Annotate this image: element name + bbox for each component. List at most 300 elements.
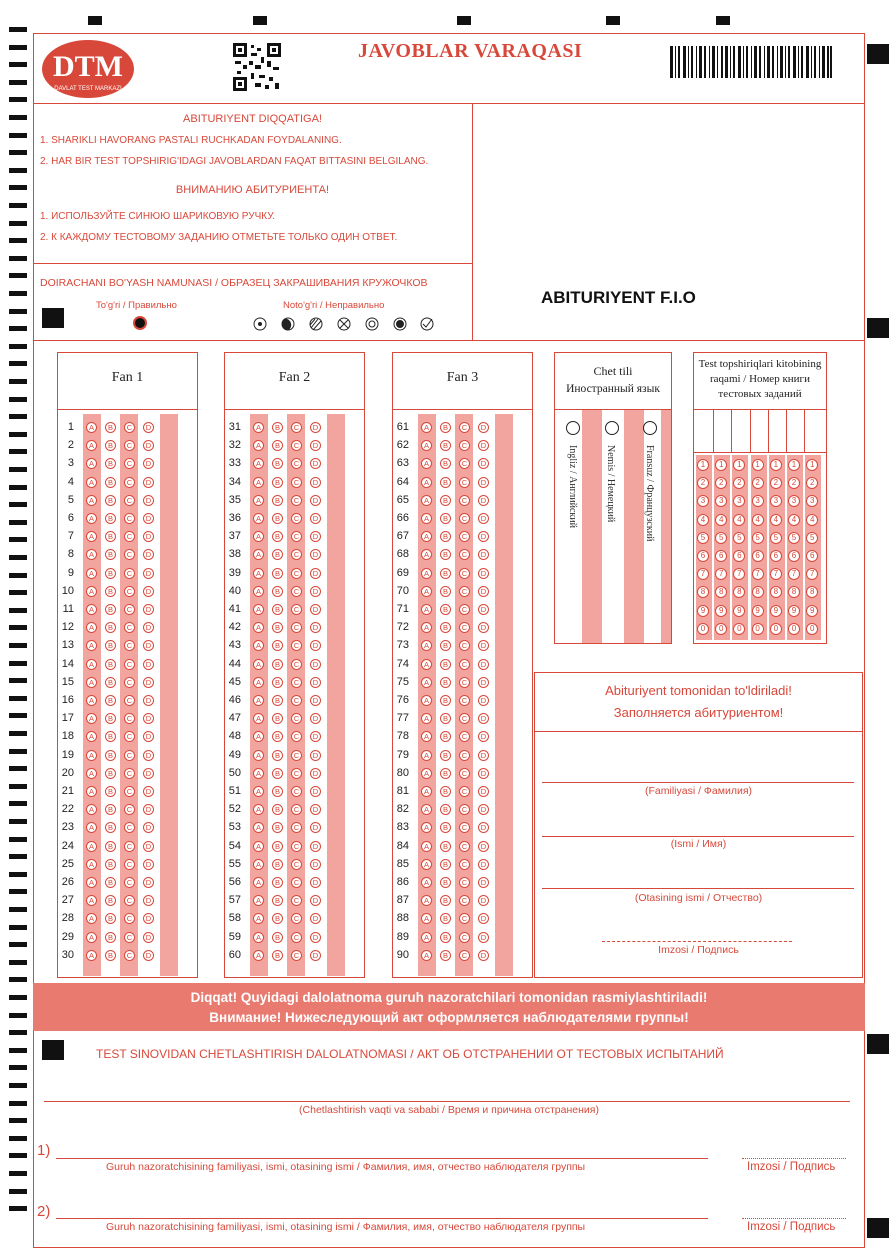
answer-bubble-b[interactable]: B: [440, 913, 451, 924]
book-digit-bubble[interactable]: 5: [715, 532, 727, 544]
book-digit-bubble[interactable]: 6: [715, 550, 727, 562]
answer-bubble-b[interactable]: B: [440, 495, 451, 506]
answer-bubble-b[interactable]: B: [440, 622, 451, 633]
answer-bubble-c[interactable]: C: [459, 458, 470, 469]
answer-bubble-b[interactable]: B: [105, 804, 116, 815]
answer-bubble-d[interactable]: D: [478, 804, 489, 815]
answer-bubble-d[interactable]: D: [310, 877, 321, 888]
answer-bubble-c[interactable]: C: [459, 713, 470, 724]
answer-bubble-a[interactable]: A: [421, 768, 432, 779]
answer-bubble-a[interactable]: A: [86, 841, 97, 852]
answer-bubble-b[interactable]: B: [272, 768, 283, 779]
answer-bubble-d[interactable]: D: [143, 695, 154, 706]
answer-bubble-d[interactable]: D: [478, 604, 489, 615]
answer-bubble-b[interactable]: B: [272, 495, 283, 506]
answer-bubble-d[interactable]: D: [143, 822, 154, 833]
answer-bubble-b[interactable]: B: [440, 568, 451, 579]
answer-bubble-d[interactable]: D: [310, 531, 321, 542]
answer-bubble-c[interactable]: C: [459, 913, 470, 924]
answer-bubble-c[interactable]: C: [291, 495, 302, 506]
answer-bubble-b[interactable]: B: [440, 713, 451, 724]
answer-bubble-c[interactable]: C: [291, 731, 302, 742]
answer-bubble-b[interactable]: B: [272, 841, 283, 852]
book-digit-bubble[interactable]: 3: [697, 495, 709, 507]
answer-bubble-a[interactable]: A: [253, 495, 264, 506]
answer-bubble-c[interactable]: C: [459, 895, 470, 906]
answer-bubble-a[interactable]: A: [253, 768, 264, 779]
answer-bubble-b[interactable]: B: [105, 859, 116, 870]
answer-bubble-a[interactable]: A: [253, 913, 264, 924]
answer-bubble-b[interactable]: B: [272, 422, 283, 433]
answer-bubble-d[interactable]: D: [143, 859, 154, 870]
answer-bubble-b[interactable]: B: [440, 768, 451, 779]
answer-bubble-c[interactable]: C: [459, 859, 470, 870]
answer-bubble-a[interactable]: A: [253, 604, 264, 615]
book-digit-bubble[interactable]: 1: [752, 459, 764, 471]
answer-bubble-d[interactable]: D: [143, 713, 154, 724]
answer-bubble-b[interactable]: B: [105, 659, 116, 670]
answer-bubble-a[interactable]: A: [86, 750, 97, 761]
answer-bubble-b[interactable]: B: [105, 568, 116, 579]
answer-bubble-c[interactable]: C: [291, 932, 302, 943]
answer-bubble-a[interactable]: A: [253, 695, 264, 706]
book-digit-bubble[interactable]: 3: [806, 495, 818, 507]
answer-bubble-d[interactable]: D: [310, 495, 321, 506]
answer-bubble-d[interactable]: D: [143, 495, 154, 506]
answer-bubble-c[interactable]: C: [459, 495, 470, 506]
answer-bubble-b[interactable]: B: [440, 422, 451, 433]
answer-bubble-d[interactable]: D: [478, 731, 489, 742]
answer-bubble-b[interactable]: B: [105, 495, 116, 506]
answer-bubble-b[interactable]: B: [105, 440, 116, 451]
answer-bubble-b[interactable]: B: [272, 877, 283, 888]
answer-bubble-b[interactable]: B: [440, 549, 451, 560]
book-digit-bubble[interactable]: 5: [770, 532, 782, 544]
answer-bubble-b[interactable]: B: [272, 822, 283, 833]
answer-bubble-a[interactable]: A: [421, 713, 432, 724]
answer-bubble-a[interactable]: A: [253, 586, 264, 597]
answer-bubble-d[interactable]: D: [478, 950, 489, 961]
answer-bubble-a[interactable]: A: [421, 877, 432, 888]
answer-bubble-b[interactable]: B: [105, 750, 116, 761]
answer-bubble-a[interactable]: A: [86, 477, 97, 488]
answer-bubble-d[interactable]: D: [310, 895, 321, 906]
answer-bubble-d[interactable]: D: [310, 549, 321, 560]
answer-bubble-b[interactable]: B: [272, 531, 283, 542]
answer-bubble-d[interactable]: D: [310, 932, 321, 943]
book-digit-bubble[interactable]: 2: [806, 477, 818, 489]
answer-bubble-c[interactable]: C: [459, 841, 470, 852]
answer-bubble-a[interactable]: A: [253, 659, 264, 670]
answer-bubble-c[interactable]: C: [124, 458, 135, 469]
answer-bubble-a[interactable]: A: [86, 604, 97, 615]
book-digit-bubble[interactable]: 6: [733, 550, 745, 562]
answer-bubble-c[interactable]: C: [124, 804, 135, 815]
answer-bubble-a[interactable]: A: [86, 677, 97, 688]
answer-bubble-c[interactable]: C: [291, 841, 302, 852]
answer-bubble-a[interactable]: A: [421, 513, 432, 524]
foreign-option-bubble[interactable]: [605, 421, 619, 435]
answer-bubble-d[interactable]: D: [143, 513, 154, 524]
answer-bubble-d[interactable]: D: [478, 750, 489, 761]
answer-bubble-b[interactable]: B: [105, 768, 116, 779]
book-digit-bubble[interactable]: 9: [752, 605, 764, 617]
answer-bubble-a[interactable]: A: [86, 731, 97, 742]
book-digit-bubble[interactable]: 9: [715, 605, 727, 617]
book-digit-bubble[interactable]: 1: [733, 459, 745, 471]
answer-bubble-d[interactable]: D: [310, 768, 321, 779]
answer-bubble-d[interactable]: D: [310, 659, 321, 670]
answer-bubble-c[interactable]: C: [124, 786, 135, 797]
answer-bubble-a[interactable]: A: [253, 477, 264, 488]
answer-bubble-d[interactable]: D: [310, 695, 321, 706]
answer-bubble-d[interactable]: D: [478, 586, 489, 597]
answer-bubble-c[interactable]: C: [291, 531, 302, 542]
answer-bubble-a[interactable]: A: [253, 750, 264, 761]
answer-bubble-c[interactable]: C: [124, 513, 135, 524]
answer-bubble-c[interactable]: C: [291, 822, 302, 833]
book-digit-bubble[interactable]: 7: [752, 568, 764, 580]
answer-bubble-d[interactable]: D: [478, 859, 489, 870]
answer-bubble-c[interactable]: C: [291, 877, 302, 888]
answer-bubble-a[interactable]: A: [421, 895, 432, 906]
answer-bubble-d[interactable]: D: [310, 822, 321, 833]
answer-bubble-c[interactable]: C: [124, 822, 135, 833]
answer-bubble-d[interactable]: D: [310, 568, 321, 579]
answer-bubble-b[interactable]: B: [272, 859, 283, 870]
answer-bubble-a[interactable]: A: [86, 440, 97, 451]
answer-bubble-a[interactable]: A: [86, 859, 97, 870]
answer-bubble-c[interactable]: C: [291, 750, 302, 761]
answer-bubble-b[interactable]: B: [440, 440, 451, 451]
answer-bubble-a[interactable]: A: [421, 440, 432, 451]
book-digit-bubble[interactable]: 5: [733, 532, 745, 544]
answer-bubble-d[interactable]: D: [143, 731, 154, 742]
answer-bubble-d[interactable]: D: [478, 695, 489, 706]
answer-bubble-b[interactable]: B: [440, 604, 451, 615]
answer-bubble-b[interactable]: B: [272, 458, 283, 469]
book-digit-bubble[interactable]: 7: [806, 568, 818, 580]
answer-bubble-b[interactable]: B: [272, 622, 283, 633]
answer-bubble-c[interactable]: C: [459, 477, 470, 488]
answer-bubble-a[interactable]: A: [86, 586, 97, 597]
answer-bubble-c[interactable]: C: [459, 513, 470, 524]
book-digit-bubble[interactable]: 0: [715, 623, 727, 635]
book-digit-bubble[interactable]: 0: [733, 623, 745, 635]
book-digit-bubble[interactable]: 9: [770, 605, 782, 617]
answer-bubble-d[interactable]: D: [478, 458, 489, 469]
answer-bubble-d[interactable]: D: [478, 768, 489, 779]
answer-bubble-b[interactable]: B: [105, 477, 116, 488]
answer-bubble-a[interactable]: A: [421, 731, 432, 742]
answer-bubble-b[interactable]: B: [440, 458, 451, 469]
answer-bubble-a[interactable]: A: [86, 495, 97, 506]
answer-bubble-c[interactable]: C: [291, 913, 302, 924]
answer-bubble-c[interactable]: C: [291, 422, 302, 433]
answer-bubble-d[interactable]: D: [478, 549, 489, 560]
answer-bubble-a[interactable]: A: [421, 477, 432, 488]
answer-bubble-a[interactable]: A: [421, 604, 432, 615]
answer-bubble-c[interactable]: C: [124, 768, 135, 779]
book-digit-bubble[interactable]: 3: [788, 495, 800, 507]
answer-bubble-d[interactable]: D: [478, 622, 489, 633]
answer-bubble-b[interactable]: B: [440, 695, 451, 706]
answer-bubble-a[interactable]: A: [421, 640, 432, 651]
answer-bubble-d[interactable]: D: [310, 586, 321, 597]
answer-bubble-d[interactable]: D: [143, 440, 154, 451]
answer-bubble-c[interactable]: C: [459, 822, 470, 833]
book-digit-bubble[interactable]: 4: [697, 514, 709, 526]
answer-bubble-b[interactable]: B: [440, 950, 451, 961]
book-digit-bubble[interactable]: 8: [697, 586, 709, 598]
answer-bubble-d[interactable]: D: [310, 713, 321, 724]
book-digit-bubble[interactable]: 2: [752, 477, 764, 489]
answer-bubble-b[interactable]: B: [272, 568, 283, 579]
answer-bubble-a[interactable]: A: [86, 877, 97, 888]
answer-bubble-a[interactable]: A: [253, 877, 264, 888]
book-digit-bubble[interactable]: 8: [806, 586, 818, 598]
book-digit-bubble[interactable]: 3: [752, 495, 764, 507]
answer-bubble-b[interactable]: B: [272, 895, 283, 906]
answer-bubble-b[interactable]: B: [272, 659, 283, 670]
book-digit-bubble[interactable]: 9: [733, 605, 745, 617]
answer-bubble-c[interactable]: C: [459, 731, 470, 742]
book-digit-bubble[interactable]: 2: [770, 477, 782, 489]
book-digit-bubble[interactable]: 1: [770, 459, 782, 471]
answer-bubble-d[interactable]: D: [478, 422, 489, 433]
answer-bubble-a[interactable]: A: [421, 422, 432, 433]
answer-bubble-c[interactable]: C: [291, 586, 302, 597]
answer-bubble-b[interactable]: B: [105, 549, 116, 560]
answer-bubble-b[interactable]: B: [440, 659, 451, 670]
answer-bubble-c[interactable]: C: [124, 750, 135, 761]
answer-bubble-c[interactable]: C: [124, 531, 135, 542]
answer-bubble-b[interactable]: B: [272, 586, 283, 597]
answer-bubble-c[interactable]: C: [459, 531, 470, 542]
answer-bubble-a[interactable]: A: [86, 568, 97, 579]
answer-bubble-b[interactable]: B: [105, 513, 116, 524]
answer-bubble-a[interactable]: A: [421, 677, 432, 688]
answer-bubble-d[interactable]: D: [310, 913, 321, 924]
answer-bubble-a[interactable]: A: [421, 750, 432, 761]
answer-bubble-c[interactable]: C: [124, 440, 135, 451]
answer-bubble-c[interactable]: C: [291, 622, 302, 633]
answer-bubble-b[interactable]: B: [105, 622, 116, 633]
answer-bubble-d[interactable]: D: [143, 586, 154, 597]
answer-bubble-d[interactable]: D: [478, 841, 489, 852]
book-digit-bubble[interactable]: 6: [788, 550, 800, 562]
answer-bubble-d[interactable]: D: [310, 731, 321, 742]
answer-bubble-a[interactable]: A: [253, 531, 264, 542]
book-digit-bubble[interactable]: 7: [733, 568, 745, 580]
answer-bubble-d[interactable]: D: [143, 458, 154, 469]
answer-bubble-b[interactable]: B: [105, 531, 116, 542]
answer-bubble-d[interactable]: D: [143, 932, 154, 943]
answer-bubble-b[interactable]: B: [105, 458, 116, 469]
book-digit-bubble[interactable]: 5: [752, 532, 764, 544]
answer-bubble-b[interactable]: B: [105, 841, 116, 852]
answer-bubble-a[interactable]: A: [421, 913, 432, 924]
answer-bubble-d[interactable]: D: [143, 804, 154, 815]
answer-bubble-a[interactable]: A: [253, 713, 264, 724]
book-digit-bubble[interactable]: 6: [752, 550, 764, 562]
book-digit-bubble[interactable]: 5: [806, 532, 818, 544]
answer-bubble-b[interactable]: B: [272, 440, 283, 451]
answer-bubble-b[interactable]: B: [105, 713, 116, 724]
answer-bubble-d[interactable]: D: [143, 750, 154, 761]
answer-bubble-a[interactable]: A: [86, 804, 97, 815]
book-digit-bubble[interactable]: 8: [715, 586, 727, 598]
book-digit-bubble[interactable]: 2: [697, 477, 709, 489]
answer-bubble-d[interactable]: D: [143, 659, 154, 670]
book-digit-bubble[interactable]: 2: [715, 477, 727, 489]
answer-bubble-c[interactable]: C: [291, 713, 302, 724]
answer-bubble-d[interactable]: D: [478, 913, 489, 924]
answer-bubble-b[interactable]: B: [105, 895, 116, 906]
answer-bubble-d[interactable]: D: [478, 477, 489, 488]
answer-bubble-c[interactable]: C: [459, 877, 470, 888]
answer-bubble-a[interactable]: A: [421, 531, 432, 542]
answer-bubble-c[interactable]: C: [124, 549, 135, 560]
answer-bubble-a[interactable]: A: [421, 568, 432, 579]
book-digit-bubble[interactable]: 1: [697, 459, 709, 471]
answer-bubble-b[interactable]: B: [272, 513, 283, 524]
answer-bubble-d[interactable]: D: [310, 841, 321, 852]
answer-bubble-d[interactable]: D: [478, 822, 489, 833]
answer-bubble-b[interactable]: B: [105, 422, 116, 433]
answer-bubble-a[interactable]: A: [253, 458, 264, 469]
answer-bubble-c[interactable]: C: [124, 477, 135, 488]
answer-bubble-c[interactable]: C: [124, 895, 135, 906]
answer-bubble-a[interactable]: A: [253, 859, 264, 870]
book-digit-bubble[interactable]: 8: [788, 586, 800, 598]
answer-bubble-d[interactable]: D: [310, 622, 321, 633]
answer-bubble-c[interactable]: C: [291, 895, 302, 906]
answer-bubble-c[interactable]: C: [459, 804, 470, 815]
answer-bubble-d[interactable]: D: [143, 895, 154, 906]
answer-bubble-a[interactable]: A: [86, 713, 97, 724]
answer-bubble-b[interactable]: B: [440, 586, 451, 597]
answer-bubble-a[interactable]: A: [421, 841, 432, 852]
answer-bubble-d[interactable]: D: [478, 877, 489, 888]
reason-field[interactable]: [44, 1101, 850, 1102]
answer-bubble-b[interactable]: B: [105, 640, 116, 651]
book-digit-bubble[interactable]: 9: [788, 605, 800, 617]
answer-bubble-c[interactable]: C: [124, 877, 135, 888]
book-digit-bubble[interactable]: 7: [770, 568, 782, 580]
answer-bubble-c[interactable]: C: [459, 604, 470, 615]
answer-bubble-c[interactable]: C: [291, 604, 302, 615]
answer-bubble-a[interactable]: A: [86, 768, 97, 779]
book-digit-bubble[interactable]: 1: [806, 459, 818, 471]
answer-bubble-c[interactable]: C: [459, 640, 470, 651]
answer-bubble-c[interactable]: C: [291, 440, 302, 451]
answer-bubble-b[interactable]: B: [440, 731, 451, 742]
book-digit-bubble[interactable]: 5: [788, 532, 800, 544]
applicant-signature-field[interactable]: [602, 941, 792, 942]
answer-bubble-b[interactable]: B: [440, 859, 451, 870]
answer-bubble-c[interactable]: C: [124, 713, 135, 724]
answer-bubble-c[interactable]: C: [459, 932, 470, 943]
book-digit-bubble[interactable]: 0: [770, 623, 782, 635]
answer-bubble-c[interactable]: C: [124, 495, 135, 506]
answer-bubble-c[interactable]: C: [291, 950, 302, 961]
answer-bubble-a[interactable]: A: [253, 731, 264, 742]
answer-bubble-a[interactable]: A: [253, 895, 264, 906]
answer-bubble-d[interactable]: D: [310, 440, 321, 451]
book-digit-bubble[interactable]: 0: [752, 623, 764, 635]
book-digit-bubble[interactable]: 0: [806, 623, 818, 635]
book-digit-bubble[interactable]: 3: [733, 495, 745, 507]
answer-bubble-d[interactable]: D: [310, 677, 321, 688]
answer-bubble-d[interactable]: D: [310, 477, 321, 488]
answer-bubble-d[interactable]: D: [310, 804, 321, 815]
answer-bubble-c[interactable]: C: [291, 513, 302, 524]
answer-bubble-c[interactable]: C: [124, 950, 135, 961]
answer-bubble-c[interactable]: C: [124, 568, 135, 579]
answer-bubble-a[interactable]: A: [421, 950, 432, 961]
book-digit-bubble[interactable]: 7: [697, 568, 709, 580]
answer-bubble-d[interactable]: D: [478, 659, 489, 670]
answer-bubble-d[interactable]: D: [310, 458, 321, 469]
patronymic-field[interactable]: [542, 888, 854, 889]
answer-bubble-c[interactable]: C: [291, 768, 302, 779]
book-digit-bubble[interactable]: 6: [770, 550, 782, 562]
answer-bubble-d[interactable]: D: [143, 477, 154, 488]
answer-bubble-c[interactable]: C: [459, 622, 470, 633]
answer-bubble-b[interactable]: B: [272, 677, 283, 688]
answer-bubble-a[interactable]: A: [253, 440, 264, 451]
answer-bubble-a[interactable]: A: [86, 422, 97, 433]
answer-bubble-b[interactable]: B: [105, 786, 116, 797]
answer-bubble-d[interactable]: D: [478, 786, 489, 797]
answer-bubble-c[interactable]: C: [291, 695, 302, 706]
answer-bubble-b[interactable]: B: [105, 950, 116, 961]
foreign-option-bubble[interactable]: [643, 421, 657, 435]
answer-bubble-c[interactable]: C: [459, 768, 470, 779]
answer-bubble-b[interactable]: B: [440, 877, 451, 888]
book-digit-bubble[interactable]: 6: [697, 550, 709, 562]
name-field[interactable]: [542, 836, 854, 837]
answer-bubble-a[interactable]: A: [253, 841, 264, 852]
answer-bubble-c[interactable]: C: [459, 786, 470, 797]
answer-bubble-a[interactable]: A: [86, 513, 97, 524]
answer-bubble-b[interactable]: B: [272, 950, 283, 961]
answer-bubble-a[interactable]: A: [86, 695, 97, 706]
book-digit-bubble[interactable]: 7: [788, 568, 800, 580]
answer-bubble-c[interactable]: C: [459, 750, 470, 761]
observer-1-signature-field[interactable]: [742, 1158, 846, 1159]
answer-bubble-b[interactable]: B: [440, 932, 451, 943]
answer-bubble-b[interactable]: B: [105, 604, 116, 615]
answer-bubble-a[interactable]: A: [253, 640, 264, 651]
book-digit-bubble[interactable]: 4: [770, 514, 782, 526]
answer-bubble-c[interactable]: C: [124, 422, 135, 433]
book-digit-bubble[interactable]: 5: [697, 532, 709, 544]
book-digit-bubble[interactable]: 8: [770, 586, 782, 598]
answer-bubble-d[interactable]: D: [310, 750, 321, 761]
answer-bubble-d[interactable]: D: [478, 640, 489, 651]
answer-bubble-a[interactable]: A: [421, 495, 432, 506]
answer-bubble-b[interactable]: B: [440, 513, 451, 524]
book-digit-bubble[interactable]: 2: [788, 477, 800, 489]
answer-bubble-a[interactable]: A: [86, 950, 97, 961]
answer-bubble-c[interactable]: C: [291, 786, 302, 797]
book-digit-bubble[interactable]: 4: [752, 514, 764, 526]
answer-bubble-a[interactable]: A: [421, 859, 432, 870]
answer-bubble-b[interactable]: B: [440, 477, 451, 488]
answer-bubble-b[interactable]: B: [440, 841, 451, 852]
